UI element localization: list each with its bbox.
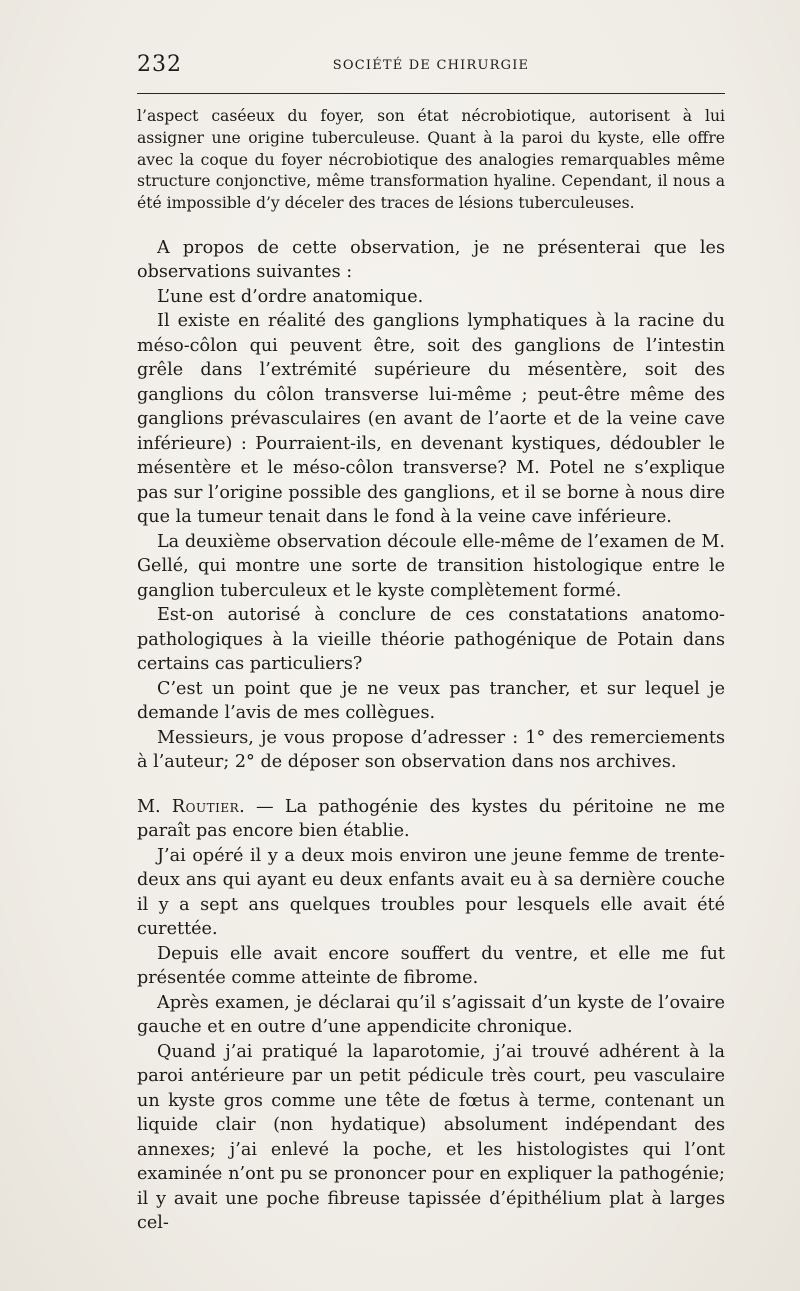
running-head: SOCIÉTÉ DE CHIRURGIE — [332, 58, 530, 73]
paragraph: Depuis elle avait encore souffert du ventre, et elle me fut présentée comme atteinte de fibrome. — [137, 943, 725, 989]
paragraph: l’aspect caséeux du foyer, son état nécrobiotique, autorisent à lui assigner une origine tuberculeuse. Quant à la paroi du kyste, elle offre avec la coque du foyer nécrobiotique des analogies remarquables même structure conjonctive, même transformation hyaline. Cependant, il nous a été impossible d’y déceler des traces de lésions tuberculeuses. — [137, 107, 725, 213]
paragraph: Quand j’ai pratiqué la laparotomie, j’ai trouvé adhérent à la paroi antérieure par un petit pédicule très court, peu vasculaire un kyste gros comme une tête de fœtus à terme, contenant un liquide clair (non hydatique) absolument indépendant des annexes; j’ai enlevé la poche, et les histologistes qui l’ont examinée n’ont pu se prononcer pour en expliquer la pathogénie; il y avait une poche fibreuse tapissée d’épithélium plat à larges cel- — [137, 1041, 725, 1234]
paragraph: La deuxième observation découle elle-même de l’examen de M. Gellé, qui montre une sorte de transition histologique entre le ganglion tuberculeux et le kyste complètement formé. — [137, 531, 725, 601]
routier-intervention — [137, 795, 725, 1236]
paragraph: J’ai opéré il y a deux mois environ une jeune femme de trente-deux ans qui ayant eu deux enfants avait eu à sa dernière couche il y a sept ans quelques troubles pour lesquels elle avait été curettée. — [137, 845, 725, 940]
paragraph: Est-on autorisé à conclure de ces constatations anatomo-pathologiques à la vieille théorie pathogénique de Potain dans certains cas particuliers? — [137, 605, 725, 675]
report-conclusion — [137, 106, 725, 215]
paragraph: A propos de cette observation, je ne présenterai que les observations suivantes : — [137, 237, 725, 283]
speaker-prefix: M. — [137, 796, 172, 817]
paragraph: Messieurs, je vous propose d’adresser : 1° des remerciements à l’auteur; 2° de déposer son observation dans nos archives. — [137, 727, 725, 773]
page-header — [137, 52, 725, 82]
header-rule — [137, 93, 725, 94]
paragraph: Il existe en réalité des ganglions lymphatiques à la racine du méso-côlon qui peuvent être, soit des ganglions de l’intestin grêle dans l’extrémité supérieure du mésentère, soit des ganglions du côlon transverse lui-même ; peut-être même des ganglions prévasculaires (en avant de l’aorte et de la veine cave inférieure) : Pourraient-ils, en devenant kystiques, dédoubler le mésentère et le méso-côlon transverse? M. Potel ne s’explique pas sur l’origine possible des ganglions, et il se borne à nous dire que la tumeur tenait dans le fond à la veine cave inférieure. — [137, 311, 725, 528]
paragraph: L’une est d’ordre anatomique. — [157, 286, 424, 307]
paragraph: C’est un point que je ne veux pas trancher, et sur lequel je demande l’avis de mes collègues. — [137, 678, 725, 724]
speaker-name: Routier — [171, 796, 240, 817]
rapporteur-remarks — [137, 236, 725, 775]
speaker-text: . — La pathogénie des kystes du péritoine ne me paraît pas encore bien établie. — [137, 796, 725, 842]
body-text — [137, 106, 725, 1236]
speaker-paragraph — [137, 795, 725, 844]
page-number: 232 — [137, 52, 182, 77]
paragraph: Après examen, je déclarai qu’il s’agissait d’un kyste de l’ovaire gauche et en outre d’une appendicite chronique. — [137, 992, 725, 1038]
